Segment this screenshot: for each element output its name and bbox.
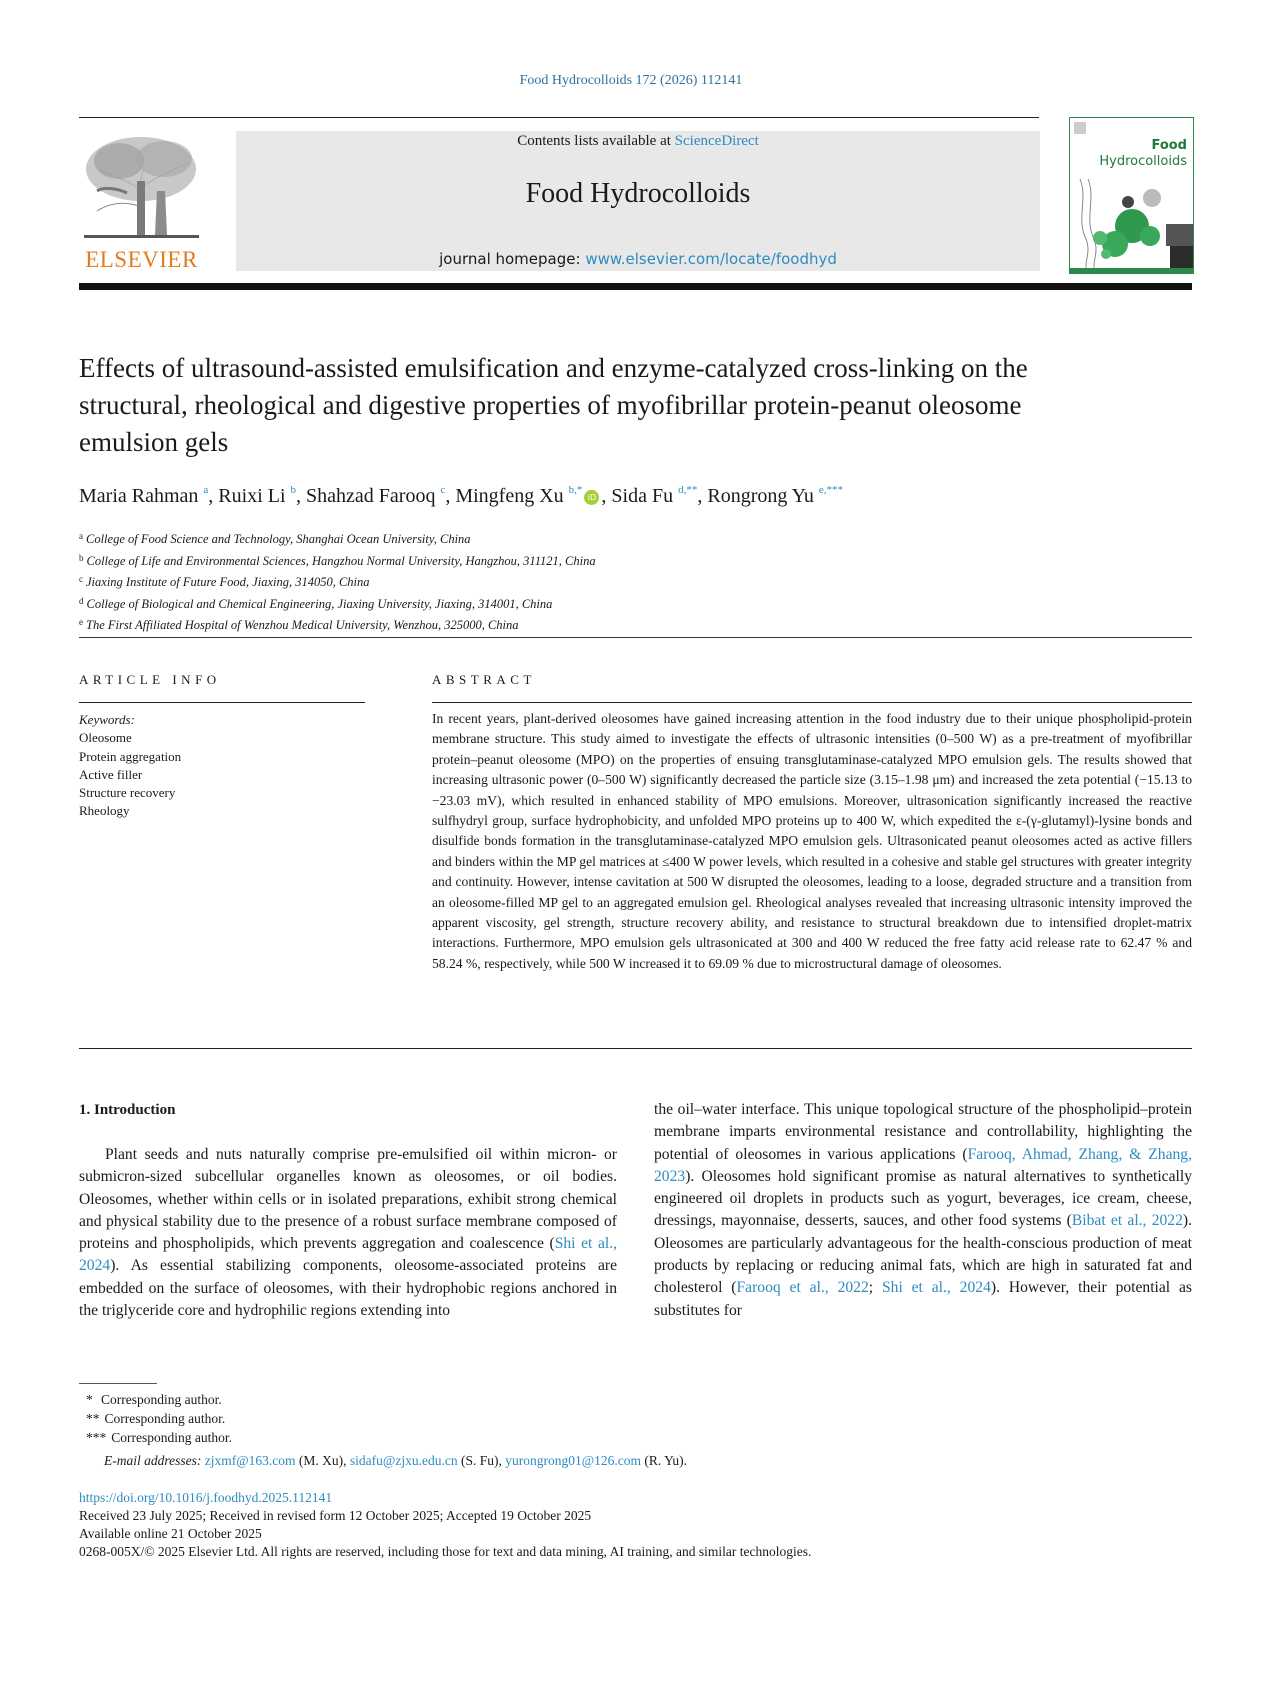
body-text: Plant seeds and nuts naturally comprise pre-emulsified oil within micron- or submicron-sized subcellular organelles known as oleosomes, or oil bodies. Oleosomes, whether within cells or in isolated preparations, exhibit strong chemical and physical stability due to the presence of a robust surface membrane composed of proteins and phospholipids, which prevents aggregation and coalescence (: [79, 1146, 617, 1253]
cover-title-line2: Hydrocolloids: [1099, 154, 1187, 169]
author[interactable]: [611, 485, 697, 507]
available-online: Available online 21 October 2025: [79, 1526, 262, 1541]
body-text: ). As essential stabilizing components, oleosome-associated proteins are embedded on the surface of oleosomes, with their hydrophobic regions anchored in the triglyceride core and hydrophilic regions extending into: [79, 1257, 617, 1320]
header-thick-rule: [79, 283, 1192, 290]
email-link[interactable]: zjxmf@163.com: [204, 1453, 296, 1468]
article-info-rule: [79, 702, 365, 703]
cover-title: [1099, 138, 1187, 170]
abstract-heading: ABSTRACT: [432, 672, 536, 687]
affiliation-mark: d: [79, 595, 84, 606]
email-owner: (M. Xu),: [295, 1453, 350, 1468]
article-info-heading: ARTICLE INFO: [79, 672, 221, 687]
footnote-rule: [79, 1383, 157, 1384]
body-text: the oil–water interface. This unique topological structure of the phospholipid–protein membrane imparts environmental resistance and controllability, highlighting the potential of oleosomes in various applications (: [654, 1101, 1192, 1163]
footnotes: [86, 1390, 232, 1447]
article-history: Received 23 July 2025; Received in revised form 12 October 2025; Accepted 19 October 2025: [79, 1508, 592, 1523]
journal-reference[interactable]: Food Hydrocolloids 172 (2026) 112141: [519, 73, 743, 88]
citation-link[interactable]: Bibat et al., 2022: [1071, 1212, 1183, 1230]
affiliation-mark: a: [79, 531, 83, 541]
author-name: Sida Fu: [611, 485, 674, 507]
email-label: E-mail addresses:: [104, 1453, 202, 1468]
email-owner: (S. Fu),: [457, 1453, 506, 1468]
orcid-icon[interactable]: iD: [584, 490, 599, 505]
email-link[interactable]: yurongrong01@126.com: [505, 1453, 642, 1468]
citation-link[interactable]: Shi et al., 2024: [79, 1235, 617, 1275]
affiliation-text: College of Biological and Chemical Engineering, Jiaxing University, Jiaxing, 314001, China: [86, 596, 553, 611]
body-paragraph: [654, 1099, 1192, 1322]
journal-title: Food Hydrocolloids: [525, 178, 751, 209]
author-name: Maria Rahman: [79, 485, 199, 507]
email-addresses: [104, 1453, 687, 1469]
footnote: [86, 1409, 232, 1428]
author[interactable]: [218, 485, 296, 507]
journal-homepage-link[interactable]: www.elsevier.com/locate/foodhyd: [585, 250, 837, 268]
keywords-label: Keywords:: [79, 712, 135, 727]
abstract-end-rule: [79, 1048, 1192, 1049]
journal-header-band: [236, 131, 1040, 271]
footnote-text: Corresponding author.: [101, 1392, 222, 1407]
footnote: [86, 1390, 232, 1409]
keyword: Rheology: [79, 803, 130, 819]
cover-title-line1: Food: [1151, 138, 1187, 153]
citation-link[interactable]: Farooq et al., 2022: [736, 1279, 869, 1297]
affiliation-mark: b: [79, 552, 84, 563]
author-affiliation-mark[interactable]: b,*: [568, 484, 583, 496]
author-affiliation-mark[interactable]: d,**: [678, 484, 698, 496]
author-affiliation-mark[interactable]: a: [203, 484, 209, 496]
author-name: Mingfeng Xu: [455, 485, 564, 507]
author[interactable]: [306, 485, 445, 507]
journal-homepage: [236, 250, 1040, 268]
author[interactable]: [455, 485, 582, 507]
journal-cover-thumbnail[interactable]: [1069, 117, 1194, 274]
contents-availability: [236, 133, 1040, 150]
affiliation-text: College of Food Science and Technology, Shanghai Ocean University, China: [86, 532, 471, 546]
citation-link[interactable]: Shi et al., 2024: [881, 1279, 991, 1297]
author-separator: ,: [296, 485, 307, 507]
author[interactable]: [707, 485, 843, 507]
affiliation: [79, 549, 979, 571]
email-link[interactable]: sidafu@zjxu.edu.cn: [349, 1453, 458, 1468]
elsevier-tree-icon: [79, 131, 204, 241]
author-separator: ,: [208, 485, 219, 507]
copyright-notice: 0268-005X/© 2025 Elsevier Ltd. All rights are reserved, including those for text and data mining, AI training, and similar technologies.: [79, 1544, 812, 1559]
keyword: Protein aggregation: [79, 748, 182, 764]
citation-link[interactable]: Farooq, Ahmad, Zhang, & Zhang, 2023: [654, 1145, 1192, 1185]
footnote-mark: ***: [86, 1430, 107, 1445]
affiliation-text: College of Life and Environmental Sciences, Hangzhou Normal University, Hangzhou, 311121, China: [86, 553, 596, 568]
footnote-text: Corresponding author.: [111, 1430, 232, 1445]
author-name: Rongrong Yu: [707, 485, 814, 507]
affiliations-rule: [79, 637, 1192, 638]
body-text: ;: [868, 1279, 882, 1297]
affiliation: [79, 613, 979, 635]
affiliation-text: Jiaxing Institute of Future Food, Jiaxing, 314050, China: [86, 575, 370, 589]
footnote-mark: *: [86, 1392, 93, 1407]
affiliation-text: The First Affiliated Hospital of Wenzhou Medical University, Wenzhou, 325000, China: [86, 618, 519, 632]
body-paragraph: [79, 1144, 617, 1322]
publication-info: [79, 1489, 811, 1561]
sciencedirect-link[interactable]: ScienceDirect: [674, 133, 759, 149]
affiliation: [79, 592, 979, 614]
header-rule: [79, 117, 1039, 118]
footnote: [86, 1428, 232, 1447]
affiliation-mark: e: [79, 617, 83, 627]
keyword: Oleosome: [79, 730, 132, 746]
footnote-mark: **: [86, 1411, 100, 1426]
elsevier-logo: [79, 131, 204, 273]
introduction-column-right: [654, 1099, 1192, 1322]
author-list: [79, 484, 1179, 508]
doi-link[interactable]: https://doi.org/10.1016/j.foodhyd.2025.112141: [79, 1490, 333, 1505]
abstract-text: In recent years, plant-derived oleosomes have gained increasing attention in the food industry due to their unique phospholipid-protein membrane structure. This study aimed to investigate the effects of ultrasonic intensities (0–500 W) as a pre-treatment of myofibrillar protein–peanut oleosome (MPO) on the properties of ensuing transglutaminase-catalyzed MPO emulsion gels. The results showed that increasing ultrasonic power (0–500 W) significantly decreased the particle size (3.15–1.98 μm) and increased the zeta potential (−15.13 to −23.03 mV), which resulted in enhanced stability of MPO emulsions. Moreover, ultrasonication significantly increased the reactive sulfhydryl group, surface hydrophobicity, and unfolded MPO proteins up to 400 W, which expedited the ε-(γ-glutamyl)-lysine bonds and disulfide bonds formation in the transglutaminase-catalyzed MPO emulsion gels. Ultrasonicated peanut oleosomes acted as active fillers and binders within the MP gel matrices at ≤400 W power levels, which resulted in a cohesive and stable gel structures with greater integrity and continuity. However, intense cavitation at 500 W disrupted the oleosomes, leading to a loose, degraded structure and a transition from an oleosome-filled MP gel to an aggregated emulsion gel. Rheological analyses revealed that increasing ultrasonic intensity improved the apparent viscosity, gel strength, structure recovery ability, and resistance to structural breakdown due to intensified droplet-matrix interactions. Furthermore, MPO emulsion gels ultrasonicated at 300 and 400 W reduced the free fatty acid release rate to 62.47 % and 58.24 %, respectively, while 500 W increased it to 69.09 % due to microstructural damage of oleosomes.: [432, 711, 1192, 971]
author-separator: ,: [445, 485, 456, 507]
homepage-prefix: journal homepage:: [439, 250, 586, 268]
author-name: Ruixi Li: [218, 485, 286, 507]
keywords-section: [79, 711, 181, 821]
author-affiliation-mark[interactable]: b: [290, 484, 297, 496]
cover-publisher-mark: [1074, 122, 1086, 134]
contents-prefix: Contents lists available at: [517, 133, 675, 149]
article-title: Effects of ultrasound-assisted emulsification and enzyme-catalyzed cross-linking on the structural, rheological and digestive properties of myofibrillar protein-peanut oleosome emulsion gels: [79, 353, 1028, 457]
author-separator: ,: [697, 485, 708, 507]
keyword: Active filler: [79, 766, 143, 782]
author[interactable]: [79, 485, 208, 507]
email-owner: (R. Yu).: [641, 1453, 688, 1468]
section-heading-introduction: 1. Introduction: [79, 1102, 176, 1118]
affiliation-list: [79, 527, 979, 635]
body-text: ). Oleosomes hold significant promise as natural alternatives to synthetically engineered oil droplets in products such as yogurt, beverages, ice cream, cheese, dressings, mayonnaise, desserts, sauces, and other food systems (: [654, 1167, 1192, 1230]
introduction-column-left: [79, 1144, 617, 1322]
keyword: Structure recovery: [79, 785, 176, 801]
footnote-text: Corresponding author.: [104, 1411, 226, 1426]
author-separator: ,: [601, 485, 612, 507]
author-affiliation-mark[interactable]: c: [440, 484, 446, 496]
affiliation-mark: c: [79, 574, 83, 584]
abstract-rule: [432, 702, 1192, 703]
elsevier-wordmark: ELSEVIER: [85, 247, 198, 272]
author-affiliation-mark[interactable]: e,***: [818, 484, 843, 496]
affiliation: [79, 570, 979, 592]
body-text: ). Oleosomes are particularly advantageous for the health-conscious production of meat products by replacing or reducing animal fats, which are high in saturated fat and cholesterol (: [654, 1212, 1192, 1297]
author-name: Shahzad Farooq: [306, 485, 436, 507]
affiliation: [79, 527, 979, 549]
body-text: ). However, their potential as substitutes for: [654, 1279, 1192, 1319]
cover-molecule-illustration: [1070, 174, 1193, 274]
